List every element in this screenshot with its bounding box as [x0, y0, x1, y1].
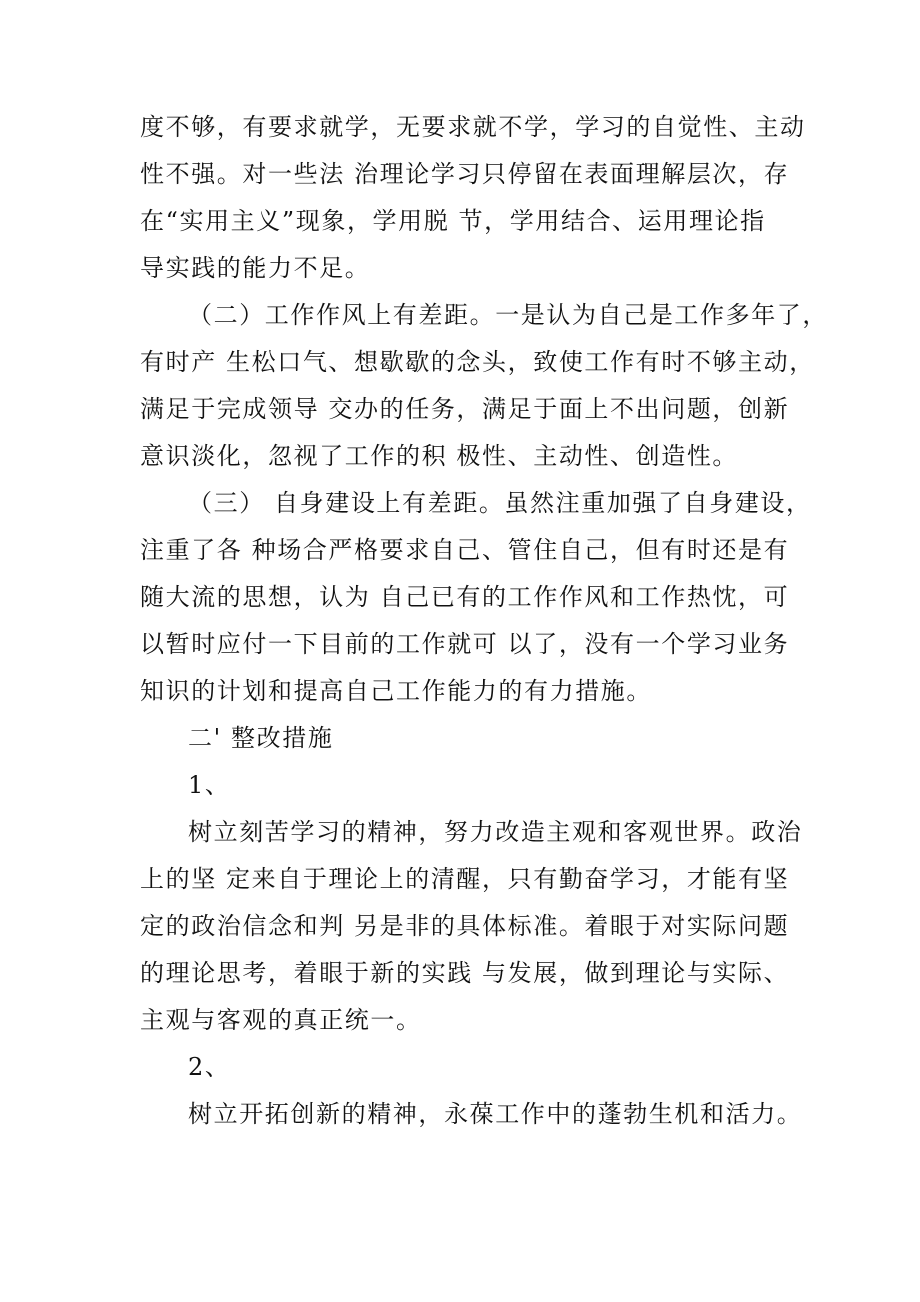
text-line: 上的坚 定来自于理论上的清醒，只有勤奋学习，才能有坚	[140, 865, 790, 893]
text-line: 度不够，有要求就学，无要求就不学，学习的自觉性、主动	[140, 113, 806, 141]
text-line: 随大流的思想，认为 自己已有的工作作风和工作热忱，可	[140, 583, 790, 611]
text-line: （二）工作作风上有差距。一是认为自己是工作多年了，	[188, 301, 828, 329]
text-line: 注重了各 种场合严格要求自己、管住自己，但有时还是有	[140, 536, 790, 564]
section-heading: 二' 整改措施	[188, 724, 334, 752]
list-number: 2、	[188, 1053, 231, 1081]
text-line: 主观与客观的真正统一。	[140, 1006, 422, 1034]
text-line: 有时产 生松口气、想歇歇的念头，致使工作有时不够主动，	[140, 348, 815, 376]
text-line: 的理论思考，着眼于新的实践 与发展，做到理论与实际、	[140, 959, 790, 987]
text-line: 以暂时应付一下目前的工作就可 以了，没有一个学习业务	[140, 630, 790, 658]
paragraph-p5	[140, 762, 790, 809]
text-line: 树立刻苦学习的精神，努力改造主观和客观世界。政治	[188, 818, 803, 846]
text-line: 导实践的能力不足。	[140, 254, 371, 282]
paragraph-p2	[140, 292, 828, 480]
paragraph-p4	[140, 715, 790, 762]
paragraph-p1	[140, 104, 806, 292]
list-number: 1、	[188, 771, 231, 799]
text-line: （三） 自身建设上有差距。虽然注重加强了自身建设，	[188, 489, 812, 517]
text-line: 定的政治信念和判 另是非的具体标准。着眼于对实际问题	[140, 912, 790, 940]
paragraph-p3	[140, 480, 812, 715]
text-line: 在“实用主义”现象，学用脱 节，学用结合、运用理论指	[140, 207, 766, 235]
text-line: 树立开拓创新的精神，永葆工作中的蓬勃生机和活力。	[188, 1100, 803, 1128]
paragraph-p7	[140, 1044, 790, 1091]
paragraph-p6	[140, 809, 803, 1044]
text-line: 满足于完成领导 交办的任务，满足于面上不出问题，创新	[140, 395, 790, 423]
text-line: 性不强。对一些法 治理论学习只停留在表面理解层次，存	[140, 160, 790, 188]
paragraph-p8	[140, 1091, 803, 1138]
text-line: 知识的计划和提高自己工作能力的有力措施。	[140, 677, 652, 705]
text-line: 意识淡化，忽视了工作的积 极性、主动性、创造性。	[140, 442, 739, 470]
